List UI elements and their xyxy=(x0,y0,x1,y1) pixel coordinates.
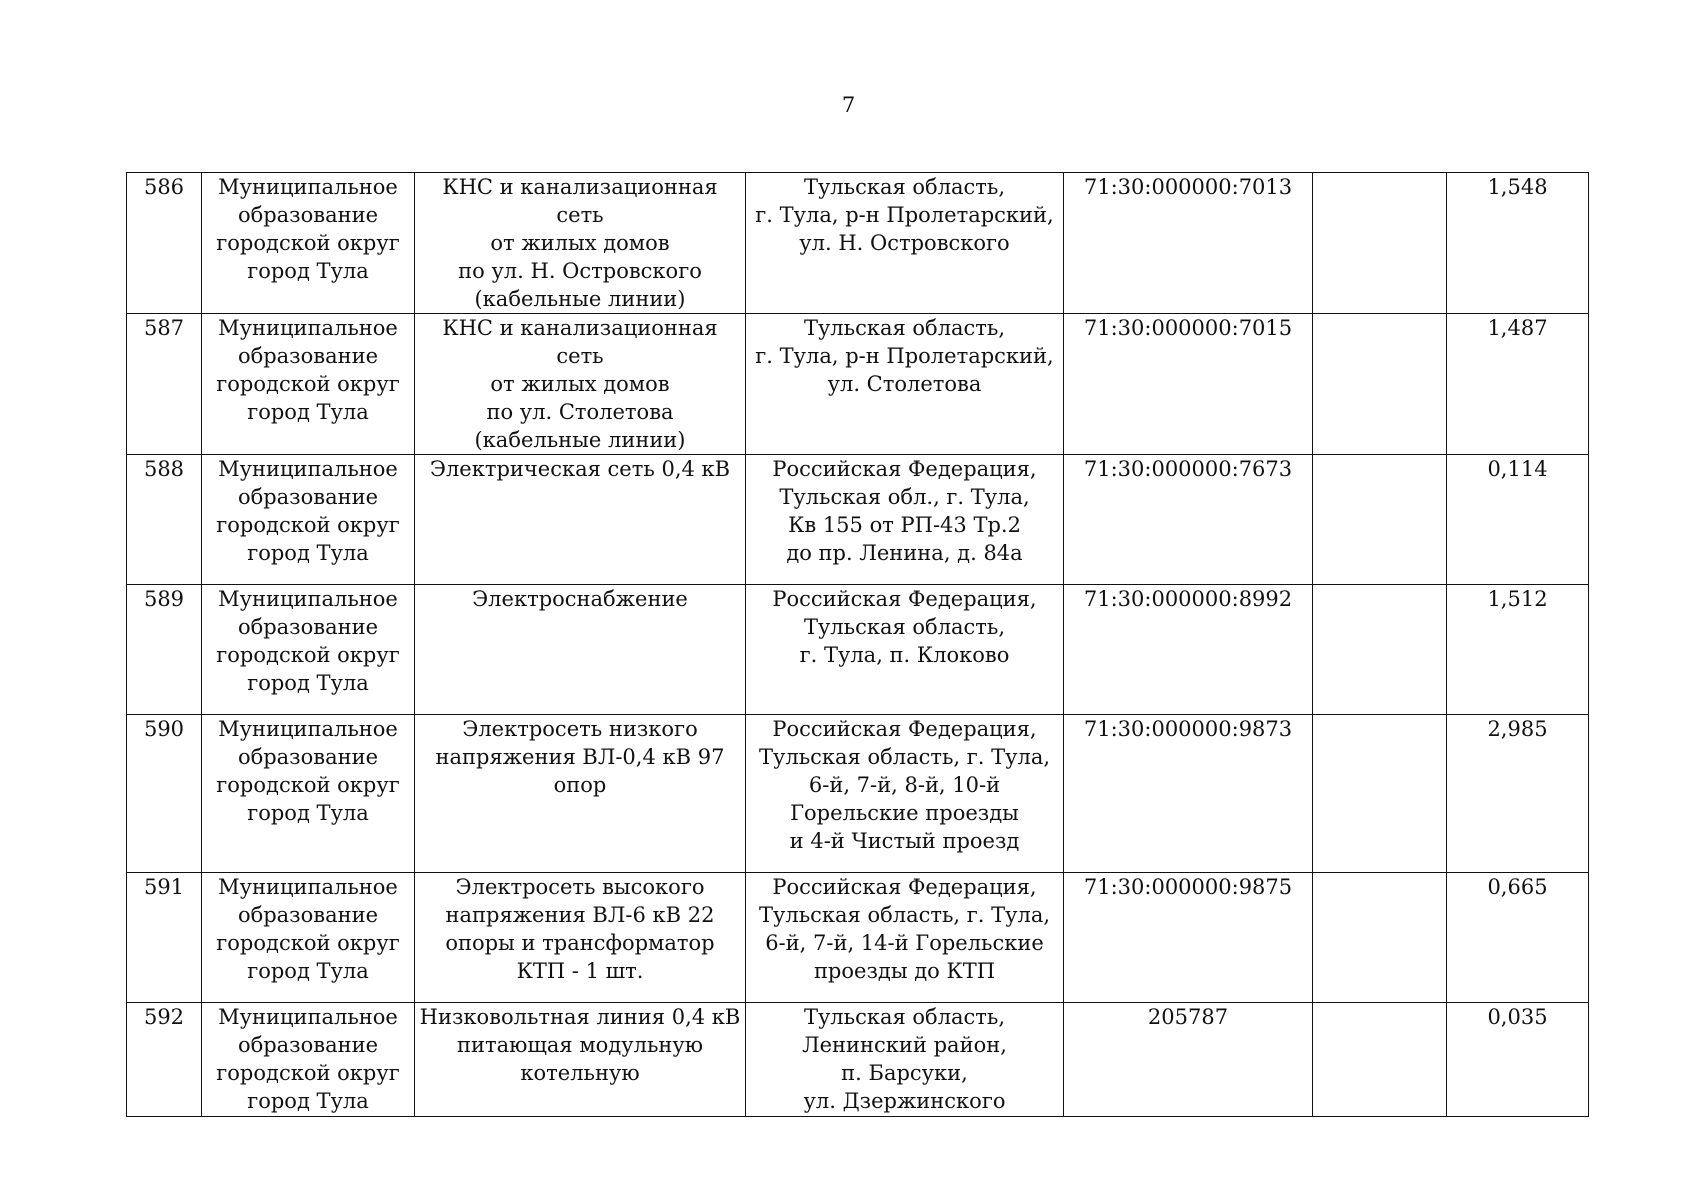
owner-cell: Муниципальное образование городской округ город Тула xyxy=(202,314,415,455)
empty-cell xyxy=(1313,314,1447,455)
value-cell: 2,985 xyxy=(1447,715,1589,873)
object-name-cell: КНС и канализационная сеть от жилых домов по ул. Столетова (кабельные линии) xyxy=(415,314,746,455)
row-number: 590 xyxy=(127,715,202,873)
object-name-cell: КНС и канализационная сеть от жилых домов по ул. Н. Островского (кабельные линии) xyxy=(415,173,746,314)
row-number: 591 xyxy=(127,873,202,1003)
empty-cell xyxy=(1313,455,1447,585)
empty-cell xyxy=(1313,1003,1447,1117)
value-cell: 0,035 xyxy=(1447,1003,1589,1117)
empty-cell xyxy=(1313,715,1447,873)
object-name-cell: Электросеть высокого напряжения ВЛ-6 кВ 22 опоры и трансформатор КТП - 1 шт. xyxy=(415,873,746,1003)
cadastral-number-cell: 71:30:000000:8992 xyxy=(1064,585,1313,715)
address-cell: Российская Федерация, Тульская область, г. Тула, 6-й, 7-й, 8-й, 10-й Горельские проезды и 4-й Чистый проезд xyxy=(746,715,1064,873)
table-row xyxy=(127,585,1589,715)
value-cell: 1,548 xyxy=(1447,173,1589,314)
cadastral-number-cell: 71:30:000000:9873 xyxy=(1064,715,1313,873)
object-name-cell: Электрическая сеть 0,4 кВ xyxy=(415,455,746,585)
value-cell: 1,512 xyxy=(1447,585,1589,715)
row-number: 586 xyxy=(127,173,202,314)
owner-cell: Муниципальное образование городской округ город Тула xyxy=(202,873,415,1003)
cadastral-number-cell: 71:30:000000:7015 xyxy=(1064,314,1313,455)
table-row xyxy=(127,314,1589,455)
object-name-cell: Электроснабжение xyxy=(415,585,746,715)
row-number: 592 xyxy=(127,1003,202,1117)
row-number: 588 xyxy=(127,455,202,585)
empty-cell xyxy=(1313,873,1447,1003)
table-row xyxy=(127,455,1589,585)
owner-cell: Муниципальное образование городской округ город Тула xyxy=(202,173,415,314)
address-cell: Российская Федерация, Тульская область, г. Тула, 6-й, 7-й, 14-й Горельские проезды до КТП xyxy=(746,873,1064,1003)
empty-cell xyxy=(1313,585,1447,715)
cadastral-number-cell: 205787 xyxy=(1064,1003,1313,1117)
address-cell: Тульская область, г. Тула, р-н Пролетарский, ул. Н. Островского xyxy=(746,173,1064,314)
table-row xyxy=(127,1003,1589,1117)
cadastral-number-cell: 71:30:000000:7673 xyxy=(1064,455,1313,585)
owner-cell: Муниципальное образование городской округ город Тула xyxy=(202,1003,415,1117)
row-number: 587 xyxy=(127,314,202,455)
owner-cell: Муниципальное образование городской округ город Тула xyxy=(202,585,415,715)
value-cell: 0,665 xyxy=(1447,873,1589,1003)
address-cell: Тульская область, Ленинский район, п. Барсуки, ул. Дзержинского xyxy=(746,1003,1064,1117)
owner-cell: Муниципальное образование городской округ город Тула xyxy=(202,455,415,585)
empty-cell xyxy=(1313,173,1447,314)
table-row xyxy=(127,173,1589,314)
page-number: 7 xyxy=(841,93,856,117)
value-cell: 0,114 xyxy=(1447,455,1589,585)
object-name-cell: Низковольтная линия 0,4 кВ питающая модульную котельную xyxy=(415,1003,746,1117)
object-name-cell: Электросеть низкого напряжения ВЛ-0,4 кВ 97 опор xyxy=(415,715,746,873)
cadastral-number-cell: 71:30:000000:7013 xyxy=(1064,173,1313,314)
cadastral-number-cell: 71:30:000000:9875 xyxy=(1064,873,1313,1003)
value-cell: 1,487 xyxy=(1447,314,1589,455)
address-cell: Тульская область, г. Тула, р-н Пролетарский, ул. Столетова xyxy=(746,314,1064,455)
table-row xyxy=(127,715,1589,873)
row-number: 589 xyxy=(127,585,202,715)
address-cell: Российская Федерация, Тульская область, г. Тула, п. Клоково xyxy=(746,585,1064,715)
owner-cell: Муниципальное образование городской округ город Тула xyxy=(202,715,415,873)
property-registry-table xyxy=(126,172,1589,1117)
table-row xyxy=(127,873,1589,1003)
address-cell: Российская Федерация, Тульская обл., г. Тула, Кв 155 от РП-43 Тр.2 до пр. Ленина, д. 84а xyxy=(746,455,1064,585)
